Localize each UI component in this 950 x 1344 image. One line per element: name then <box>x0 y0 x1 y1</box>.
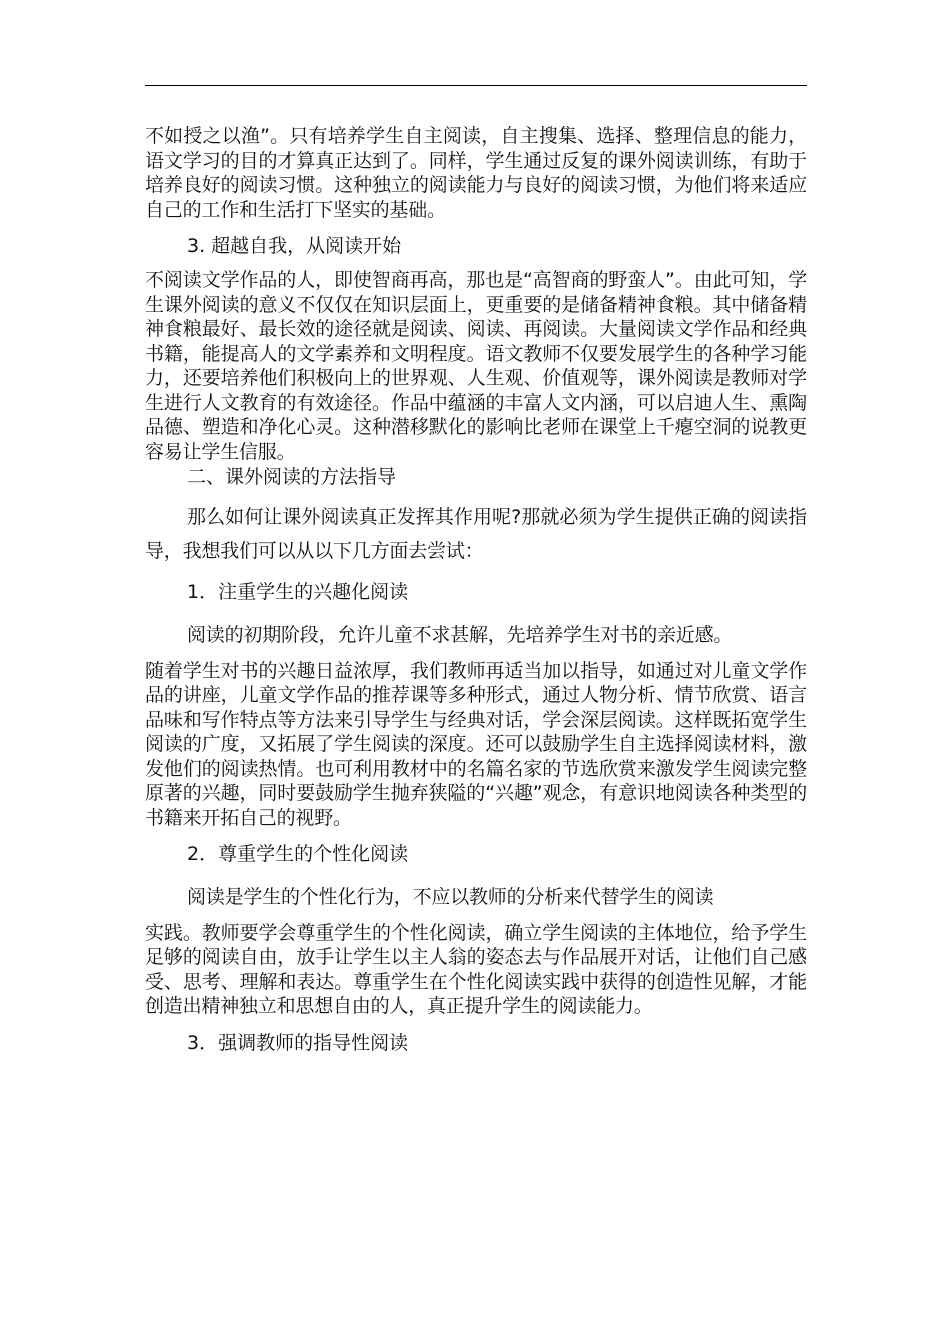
paragraph-5b: 实践。教师要学会尊重学生的个性化阅读，确立学生阅读的主体地位，给予学生足够的阅读自由，放手让学生以主人翁的姿态去与作品展开对话，让他们自己感受、思考、理解和表达。尊重学生在个性化阅读实践中获得的创造性见解，才能创造出精神独立和思想自由的人，真正提升学生的阅读能力。 <box>145 921 807 1017</box>
header-rule <box>145 85 807 86</box>
heading-3-beyond-self: 3. 超越自我，从阅读开始 <box>187 235 402 257</box>
paragraph-1: 不如授之以渔”。只有培养学生自主阅读，自主搜集、选择、整理信息的能力，语文学习的目的才算真正达到了。同样，学生通过反复的课外阅读训练，有助于培养良好的阅读习惯。这种独立的阅读能力与良好的阅读习惯，为他们将来适应自己的工作和生活打下坚实的基础。 <box>145 125 807 221</box>
paragraph-4b: 随着学生对书的兴趣日益浓厚，我们教师再适当加以指导，如通过对儿童文学作品的讲座，儿童文学作品的推荐课等多种形式，通过人物分析、情节欣赏、语言品味和写作特点等方法来引导学生与经典对话，学会深层阅读。这样既拓宽学生阅读的广度，又拓展了学生阅读的深度。还可以鼓励学生自主选择阅读材料，激发他们的阅读热情。也可利用教材中的名篇名家的节选欣赏来激发学生阅读完整原著的兴趣，同时要鼓励学生抛弃狭隘的“兴趣”观念，有意识地阅读各种类型的书籍来开拓自己的视野。 <box>145 659 807 829</box>
document-body <box>145 124 807 1055</box>
paragraph-3: 那么如何让课外阅读真正发挥其作用呢?那就必须为学生提供正确的阅读指导，我想我们可以从以下几方面去尝试： <box>145 506 807 562</box>
section-heading-2: 二、课外阅读的方法指导 <box>187 466 397 488</box>
method-heading-2: 2．尊重学生的个性化阅读 <box>187 843 409 865</box>
method-heading-1: 1．注重学生的兴趣化阅读 <box>187 581 409 603</box>
paragraph-4a: 阅读的初期阶段，允许儿童不求甚解，先培养学生对书的亲近感。 <box>187 624 733 646</box>
method-heading-3: 3．强调教师的指导性阅读 <box>187 1031 409 1054</box>
paragraph-5a: 阅读是学生的个性化行为，不应以教师的分析来代替学生的阅读 <box>187 886 714 908</box>
paragraph-2: 不阅读文学作品的人，即使智商再高，那也是“高智商的野蛮人”。由此可知，学生课外阅读的意义不仅仅在知识层面上，更重要的是储备精神食粮。其中储备精神食粮最好、最长效的途径就是阅读、阅读、再阅读。大量阅读文学作品和经典书籍，能提高人的文学素养和文明程度。语文教师不仅要发展学生的各种学习能力，还要培养他们积极向上的世界观、人生观、价值观等，课外阅读是教师对学生进行人文教育的有效途径。作品中蕴涵的丰富人文内涵，可以启迪人生、熏陶品德、塑造和净化心灵。这种潜移默化的影响比老师在课堂上千瘪空洞的说教更容易让学生信服。 <box>145 269 807 463</box>
